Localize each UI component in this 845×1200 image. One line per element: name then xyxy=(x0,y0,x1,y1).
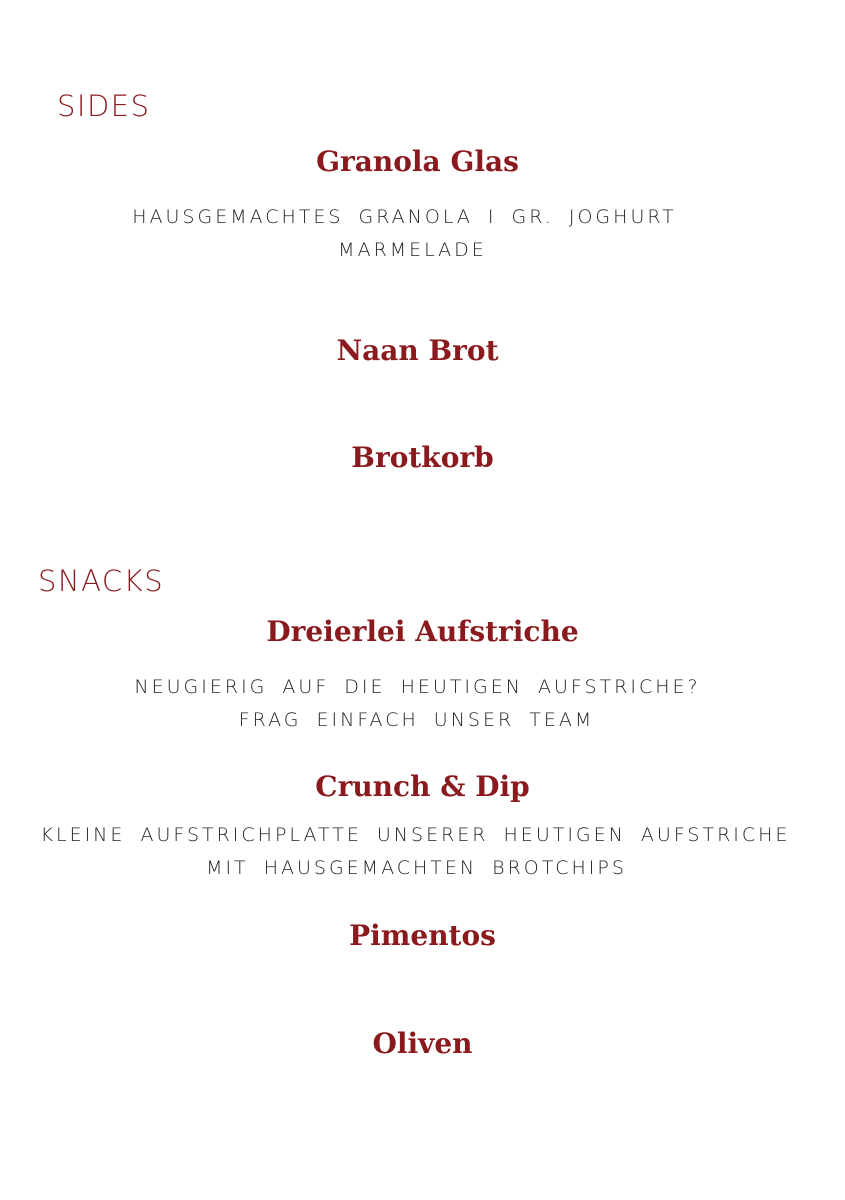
menu-item-title: Brotkorb xyxy=(351,441,494,474)
section-heading-sides: SIDES xyxy=(57,89,151,123)
menu-item-description: KLEINE AUFSTRICHPLATTE UNSERER HEUTIGEN AUFSTRICHE xyxy=(40,824,791,846)
menu-item-description: HAUSGEMACHTES GRANOLA I GR. JOGHURT xyxy=(132,206,677,228)
menu-item-title: Dreierlei Aufstriche xyxy=(266,615,579,648)
menu-item-description: NEUGIERIG AUF DIE HEUTIGEN AUFSTRICHE? xyxy=(134,676,701,698)
menu-item-title: Oliven xyxy=(372,1027,473,1060)
menu-item-description: MIT HAUSGEMACHTEN BROTCHIPS xyxy=(206,857,627,879)
menu-item-title: Pimentos xyxy=(349,919,496,952)
menu-item-description: MARMELADE xyxy=(338,239,487,261)
menu-item-title: Granola Glas xyxy=(316,145,519,178)
menu-item-description: FRAG EINFACH UNSER TEAM xyxy=(238,709,595,731)
menu-item-title: Naan Brot xyxy=(336,334,499,367)
section-heading-snacks: SNACKS xyxy=(38,564,165,598)
menu-item-title: Crunch & Dip xyxy=(315,770,530,803)
